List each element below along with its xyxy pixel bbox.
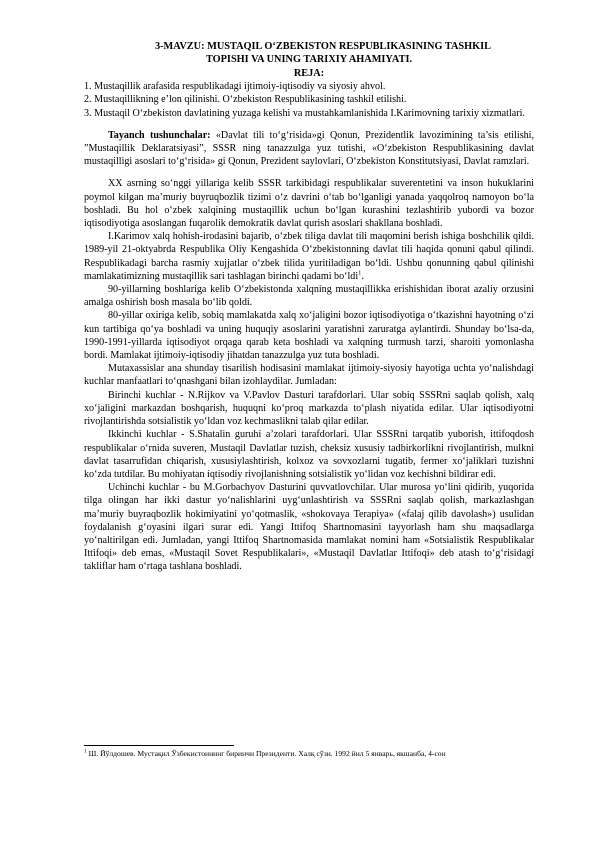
plan-item-2: 2. Mustaqillikning e’lon qilinishi. O‘zbekiston Respublikasining tashkil etilishi. — [84, 94, 407, 106]
plan-item-1: 1. Mustaqillik arafasida respublikadagi ijtimoiy-iqtisodiy va siyosiy ahvol. — [84, 81, 386, 93]
paragraph-3: 90-yillarning boshlariga kelib O‘zbekistonda xalqning mustaqillikka erishishidan iborat azaliy orzusini amalga oshirish bosh masala bo‘lib qoldi. — [84, 284, 534, 309]
footnote-marker: 1 — [84, 748, 87, 755]
document-page — [84, 40, 534, 574]
paragraph-2 — [84, 230, 534, 283]
footnote — [84, 749, 534, 759]
key-terms-paragraph — [84, 129, 534, 169]
paragraph-8: Uchinchi kuchlar - bu M.Gorbachyov Dasturini quvvatlovchilar. Ular murosa yo‘lini qidirib, yuqorida tilga olingan har ikki dastur yo‘nalishlarini uyg‘unlashtirish va SSSRni saqlab qolish, markazlashgan ma’muriy buyraqbozlik hokimiyatini yo‘qotmaslik, «shokovaya Terapiya» («falaj qilib davolash») usulidan foydalanish g‘oyasini ilgari surar edi. Yangi Ittifoq Shartnomasini tayyorlash ham shu maqsadlarga yo‘naltirilgan edi. Jumladan, yangi Ittifoq Shartnomasida mamlakat nomini ham «Sotsialistik Respublikalar Ittifoqi» deb emas, «Mustaqil Sovet Respublikalari», «Mustaqil Davlatlar Ittifoqi» deb atash to‘g‘risidagi takliflar ham o‘rtaga tashlana boshladi. — [84, 482, 534, 573]
footnote-text: Ш. Йўлдошев. Мустақил Ўзбекистоннинг биринчи Президенти. Халқ сўзи. 1992 йил 5 январь, якшанба, 4-сон — [86, 749, 446, 758]
key-terms-label: Tayanch tushunchalar: — [108, 129, 211, 141]
plan-item-3: 3. Mustaqil O‘zbekiston davlatining yuzaga kelishi va mustahkamlanishida I.Karimovning tarixiy xizmatlari. — [84, 107, 525, 119]
paragraph-2-text: I.Karimov xalq hohish-irodasini bajarib, o‘zbek tiliga davlat tili maqomini berish ishiga boshchilik qildi. 1989-yil 21-oktyabrda Respublika Oliy Kengashida O‘zbekistonning davlat tili haqida qonuni qabul qilindi. Respublikadagi barcha rasmiy xujjatlar o‘zbek tilida yuritiladigan bo‘ldi. Ushbu qonunning qabul qilinishi mamlakatimizning mustaqillik sari tashlagan birinchi qadami bo‘ldi — [84, 231, 534, 282]
paragraph-4: 80-yillar oxiriga kelib, sobiq mamlakatda xalq xo‘jaligini bozor iqtisodiyotiga o‘tkazishni hayotning o‘zi kun tartibiga qo‘ya boshladi va uning huquqiy asoslarini yaratishni zaruratga aylantirdi. Shunday bo‘lsa-da, 1990-1991-yillarda iqtisodiyot orqaga qarab keta boshladi va xalqning turmush tarzi, sharoiti yomonlasha bordi. Mamlakat ijtimoiy-iqtisodiy jihatdan tanazzulga yuz tuta boshladi. — [84, 310, 534, 362]
title-line-1: 3-MAVZU: MUSTAQIL O‘ZBEKISTON RESPUBLIKASINING TASHKIL — [154, 41, 492, 52]
paragraph-2-end: . — [361, 270, 364, 282]
page-title — [84, 40, 534, 67]
paragraph-6: Birinchi kuchlar - N.Rijkov va V.Pavlov Dasturi tarafdorlari. Ular sobiq SSSRni saqlab qolish, xalq xo‘jaligini markazdan boshqarish, huquqni ko‘proq markazda to‘plash niyatida edilar. Ular iqtisodiyotni rivojlantirishda sotsialistik yo‘ldan voz kechmaslikni talab qilar edilar. — [84, 389, 534, 428]
paragraph-7: Ikkinchi kuchlar - S.Shatalin guruhi a’zolari tarafdorlari. Ular SSSRni tarqatib yuborish, ittifoqdosh respublikalar o‘rnida suveren, Mustaqil Davlatlar tuzish, cheksiz xususiy tadbirkorlikni rivojlantirish, mulkni davlat tasarrufidan chiqarish, xususiylashtirish, kolxoz va sovxozlarni tugatib, fermer xo‘jaliklari tuzishni ko‘zda tutdilar. Bu mohiyatan iqtisodiy rivojlanishning sotsialistik yo‘lidan voz kechishni bildirar edi. — [84, 429, 534, 480]
plan-heading: REJA: — [293, 67, 325, 79]
paragraph-1: XX asrning so‘nggi yillariga kelib SSSR tarkibidagi respublikalar suverentetini va inson hukuklarini poymol kilgan ma’muriy buyruqbozlik tizimi o‘z davrini o‘tab bo‘lganligi yanada yaqqolroq namoyon bo‘la boshladi. Bu hol o‘zbek xalqining mustaqillik uchun bo‘lgan kurashini tezlashtirib yubordi va bozor iqtisodiyotiga asoslangan fuqarolik demokratik davlat qurish asoslari shakllana boshladi. — [84, 178, 534, 230]
key-terms-text: «Davlat tili to‘g‘risida»gi Qonun, Prezidentlik lavozimining ta’sis etilishi, ”Mustaqillik Deklaratsiyasi”, SSSR ning tanazzulga yuz tutishi, «O‘zbekiston Respublikasining davlat mustaqilligi asoslari to‘g‘risida» gi Qonun, Prezident saylovlari, O‘zbekiston Konstitutsiyasi, Davlat ramzlari. — [84, 129, 534, 168]
footnote-divider — [84, 745, 234, 746]
footnote-ref[interactable]: 1 — [358, 269, 362, 277]
paragraph-5: Mutaxassislar ana shunday tisarilish hodisasini mamlakat ijtimoiy-siyosiy hayotiga uchta yo‘nalishdagi kuchlar manfaatlari to‘qnashgani bilan izohlaydilar. Jumladan: — [84, 363, 534, 388]
plan-list — [84, 80, 534, 120]
title-line-2: TOPISHI VA UNING TARIXIY AHAMIYATI. — [205, 54, 413, 66]
